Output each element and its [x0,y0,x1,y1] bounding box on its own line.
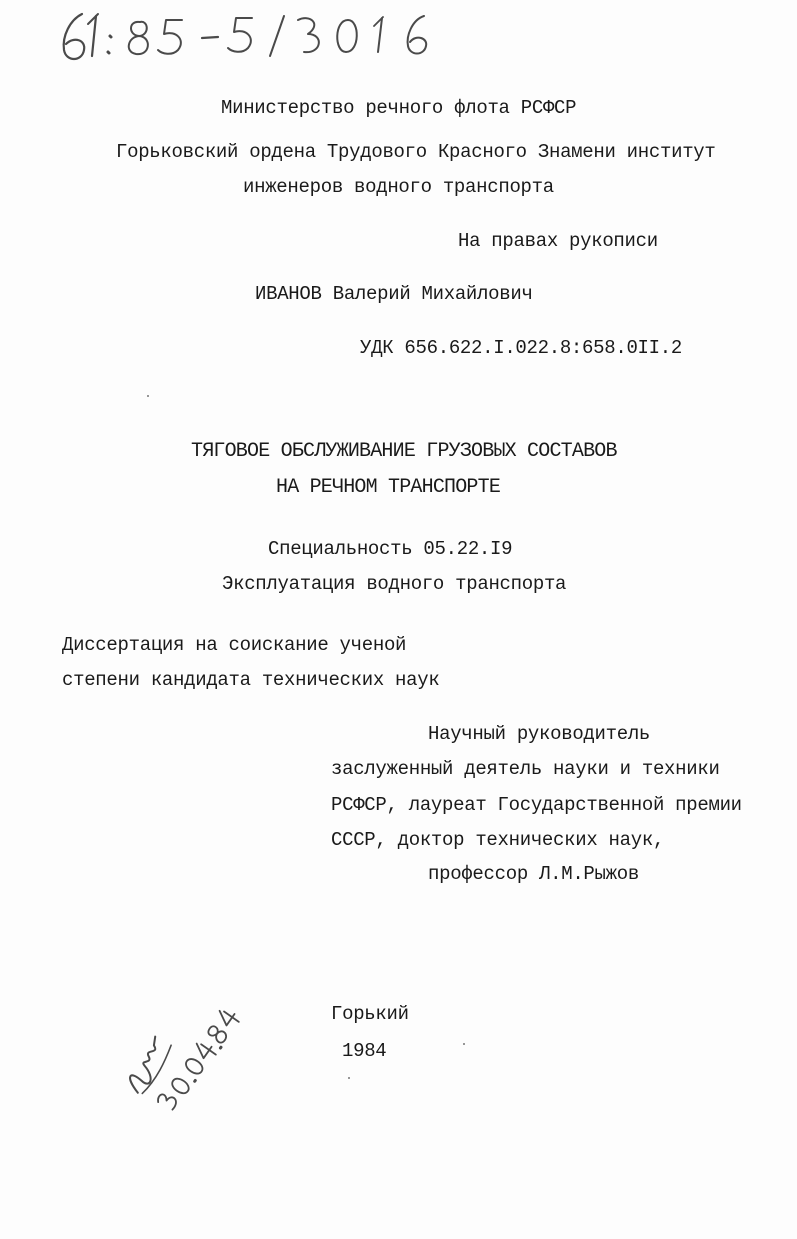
manuscript-rights-note: На правах рукописи [458,230,658,252]
handwritten-catalog-mark [52,6,442,70]
supervisor-name: профессор Л.М.Рыжов [428,863,639,885]
udc-code: УДК 656.622.I.022.8:658.0II.2 [360,337,682,359]
year: 1984 [342,1040,387,1062]
scan-speck [147,395,149,397]
supervisor-title-3: СССР, доктор технических наук, [331,829,665,851]
institute-line-1: Горьковский ордена Трудового Красного Знамени институт [116,141,716,163]
specialty-code: Специальность 05.22.I9 [268,538,513,560]
author-name: ИВАНОВ Валерий Михайлович [255,283,533,305]
specialty-name: Эксплуатация водного транспорта [222,573,567,595]
ministry-line: Министерство речного флота РСФСР [221,97,577,119]
handwritten-signature-date [118,1010,228,1105]
thesis-title-line-2: НА РЕЧНОМ ТРАНСПОРТЕ [276,476,501,499]
thesis-title-line-1: ТЯГОВОЕ ОБСЛУЖИВАНИЕ ГРУЗОВЫХ СОСТАВОВ [191,440,617,463]
institute-line-2: инженеров водного транспорта [243,176,554,198]
scan-speck [348,1077,350,1079]
dissertation-line-2: степени кандидата технических наук [62,669,440,691]
dissertation-line-1: Диссертация на соискание ученой [62,634,407,656]
supervisor-heading: Научный руководитель [428,723,651,745]
supervisor-title-2: РСФСР, лауреат Государственной премии [331,794,742,816]
city: Горький [331,1003,409,1025]
scan-speck [463,1043,465,1045]
supervisor-title-1: заслуженный деятель науки и техники [331,758,720,780]
